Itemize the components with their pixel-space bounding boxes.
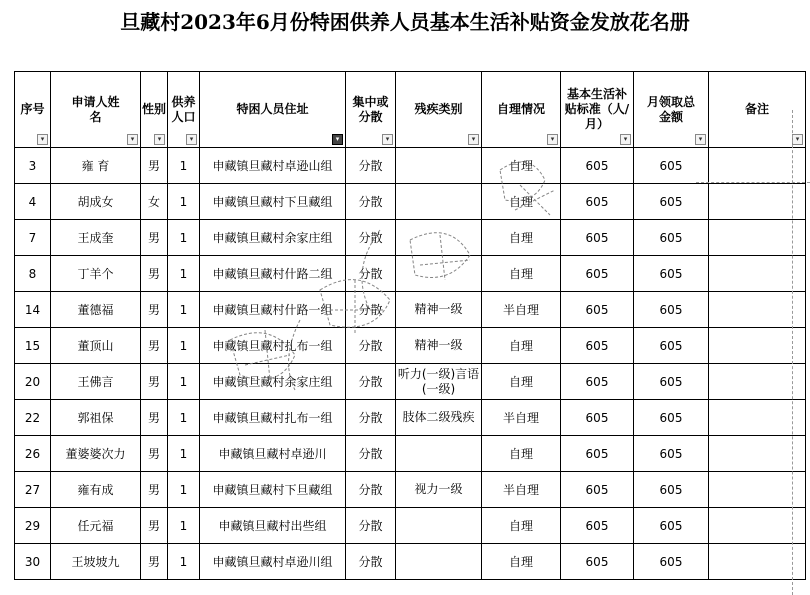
cell-gender[interactable]: 男 xyxy=(141,364,168,400)
cell-seq[interactable]: 29 xyxy=(15,508,51,544)
cell-count[interactable]: 1 xyxy=(168,184,200,220)
cell-selfcare[interactable]: 自理 xyxy=(482,256,561,292)
cell-mode[interactable]: 分散 xyxy=(346,292,396,328)
cell-mode[interactable]: 分散 xyxy=(346,148,396,184)
cell-selfcare[interactable]: 自理 xyxy=(482,184,561,220)
cell-mode[interactable]: 分散 xyxy=(346,256,396,292)
cell-seq[interactable]: 20 xyxy=(15,364,51,400)
cell-standard[interactable]: 605 xyxy=(561,148,634,184)
cell-count[interactable]: 1 xyxy=(168,364,200,400)
cell-count[interactable]: 1 xyxy=(168,436,200,472)
cell-mode[interactable]: 分散 xyxy=(346,472,396,508)
cell-gender[interactable]: 男 xyxy=(141,544,168,580)
cell-name[interactable]: 丁羊个 xyxy=(51,256,141,292)
cell-address[interactable]: 申藏镇旦藏村下旦藏组 xyxy=(200,472,346,508)
cell-address[interactable]: 申藏镇旦藏村余家庄组 xyxy=(200,364,346,400)
table-row xyxy=(15,544,806,580)
cell-address[interactable]: 申藏镇旦藏村下旦藏组 xyxy=(200,184,346,220)
table-row xyxy=(15,508,806,544)
cell-count[interactable]: 1 xyxy=(168,256,200,292)
cell-standard[interactable]: 605 xyxy=(561,364,634,400)
cell-remark[interactable] xyxy=(709,508,806,544)
cell-mode[interactable]: 分散 xyxy=(346,436,396,472)
cell-monthly[interactable]: 605 xyxy=(634,508,709,544)
cell-seq[interactable]: 22 xyxy=(15,400,51,436)
cell-selfcare[interactable]: 自理 xyxy=(482,148,561,184)
cell-monthly[interactable]: 605 xyxy=(634,328,709,364)
cell-disability[interactable]: 听力(一级)言语(一级) xyxy=(396,364,482,400)
header-name: 申请人姓名 ▾ xyxy=(51,72,141,148)
roster-body xyxy=(15,148,806,580)
cell-remark[interactable] xyxy=(709,472,806,508)
cell-monthly[interactable]: 605 xyxy=(634,148,709,184)
cell-seq[interactable]: 4 xyxy=(15,184,51,220)
header-monthly: 月领取总金额 ▾ xyxy=(634,72,709,148)
cell-disability[interactable] xyxy=(396,508,482,544)
cell-gender[interactable]: 男 xyxy=(141,400,168,436)
header-count: 供养人口 ▾ xyxy=(168,72,200,148)
cell-address[interactable]: 申藏镇旦藏村卓逊川 xyxy=(200,436,346,472)
cell-standard[interactable]: 605 xyxy=(561,292,634,328)
cell-monthly[interactable]: 605 xyxy=(634,472,709,508)
cell-gender[interactable]: 女 xyxy=(141,184,168,220)
header-selfcare: 自理情况 ▾ xyxy=(482,72,561,148)
cell-mode[interactable]: 分散 xyxy=(346,400,396,436)
cell-selfcare[interactable]: 自理 xyxy=(482,220,561,256)
cell-disability[interactable]: 视力一级 xyxy=(396,472,482,508)
cell-address[interactable]: 申藏镇旦藏村扎布一组 xyxy=(200,328,346,364)
table-row xyxy=(15,148,806,184)
cell-monthly[interactable]: 605 xyxy=(634,220,709,256)
cell-monthly[interactable]: 605 xyxy=(634,184,709,220)
cell-name[interactable]: 雍有成 xyxy=(51,472,141,508)
cell-monthly[interactable]: 605 xyxy=(634,364,709,400)
cell-disability[interactable] xyxy=(396,220,482,256)
filter-dropdown-icon[interactable]: ▾ xyxy=(620,134,631,145)
cell-count[interactable]: 1 xyxy=(168,472,200,508)
cell-seq[interactable]: 15 xyxy=(15,328,51,364)
cell-gender[interactable]: 男 xyxy=(141,436,168,472)
cell-standard[interactable]: 605 xyxy=(561,544,634,580)
cell-selfcare[interactable]: 自理 xyxy=(482,544,561,580)
cell-mode[interactable]: 分散 xyxy=(346,328,396,364)
cell-selfcare[interactable]: 自理 xyxy=(482,436,561,472)
cell-address[interactable]: 申藏镇旦藏村出些组 xyxy=(200,508,346,544)
cell-mode[interactable]: 分散 xyxy=(346,544,396,580)
cell-disability[interactable] xyxy=(396,544,482,580)
table-row xyxy=(15,472,806,508)
cell-count[interactable]: 1 xyxy=(168,328,200,364)
cell-address[interactable]: 申藏镇旦藏村什路二组 xyxy=(200,256,346,292)
filter-dropdown-icon[interactable]: ▾ xyxy=(547,134,558,145)
filter-dropdown-icon[interactable]: ▾ xyxy=(792,134,803,145)
page-break-line xyxy=(792,110,793,595)
cell-address[interactable]: 申藏镇旦藏村余家庄组 xyxy=(200,220,346,256)
table-row xyxy=(15,436,806,472)
cell-remark[interactable] xyxy=(709,544,806,580)
cell-mode[interactable]: 分散 xyxy=(346,184,396,220)
cell-disability[interactable]: 精神一级 xyxy=(396,292,482,328)
header-disability: 残疾类别 ▾ xyxy=(396,72,482,148)
cell-disability[interactable]: 精神一级 xyxy=(396,328,482,364)
table-row xyxy=(15,400,806,436)
cell-selfcare[interactable]: 半自理 xyxy=(482,400,561,436)
cell-standard[interactable]: 605 xyxy=(561,184,634,220)
cell-name[interactable]: 胡成女 xyxy=(51,184,141,220)
filter-dropdown-icon[interactable]: ▾ xyxy=(186,134,197,145)
cell-selfcare[interactable]: 半自理 xyxy=(482,292,561,328)
cell-seq[interactable]: 3 xyxy=(15,148,51,184)
cell-monthly[interactable]: 605 xyxy=(634,256,709,292)
cell-address[interactable]: 申藏镇旦藏村什路一组 xyxy=(200,292,346,328)
header-address: 特困人员住址 ▾ xyxy=(200,72,346,148)
cell-monthly[interactable]: 605 xyxy=(634,292,709,328)
table-row xyxy=(15,256,806,292)
cell-monthly[interactable]: 605 xyxy=(634,400,709,436)
cell-gender[interactable]: 男 xyxy=(141,472,168,508)
cell-selfcare[interactable]: 自理 xyxy=(482,364,561,400)
table-row xyxy=(15,184,806,220)
cell-name[interactable]: 董德福 xyxy=(51,292,141,328)
cell-selfcare[interactable]: 自理 xyxy=(482,508,561,544)
cell-standard[interactable]: 605 xyxy=(561,256,634,292)
cell-remark[interactable] xyxy=(709,148,806,184)
filter-dropdown-icon[interactable]: ▾ xyxy=(695,134,706,145)
cell-address[interactable]: 申藏镇旦藏村扎布一组 xyxy=(200,400,346,436)
cell-monthly[interactable]: 605 xyxy=(634,544,709,580)
roster-table xyxy=(14,71,806,580)
cell-disability[interactable] xyxy=(396,436,482,472)
cell-gender[interactable]: 男 xyxy=(141,328,168,364)
cell-name[interactable]: 雍 育 xyxy=(51,148,141,184)
cell-seq[interactable]: 30 xyxy=(15,544,51,580)
cell-remark[interactable] xyxy=(709,292,806,328)
cell-mode[interactable]: 分散 xyxy=(346,508,396,544)
filter-dropdown-icon[interactable]: ▾ xyxy=(468,134,479,145)
table-row xyxy=(15,292,806,328)
cell-remark[interactable] xyxy=(709,364,806,400)
cell-standard[interactable]: 605 xyxy=(561,472,634,508)
cell-gender[interactable]: 男 xyxy=(141,148,168,184)
table-row xyxy=(15,364,806,400)
cell-seq[interactable]: 7 xyxy=(15,220,51,256)
cell-standard[interactable]: 605 xyxy=(561,400,634,436)
filter-dropdown-icon[interactable]: ▾ xyxy=(37,134,48,145)
cell-disability[interactable]: 肢体二级残疾 xyxy=(396,400,482,436)
header-mode: 集中或分散 ▾ xyxy=(346,72,396,148)
cell-name[interactable]: 王坡坡九 xyxy=(51,544,141,580)
cell-count[interactable]: 1 xyxy=(168,220,200,256)
cell-seq[interactable]: 8 xyxy=(15,256,51,292)
cell-gender[interactable]: 男 xyxy=(141,256,168,292)
cell-standard[interactable]: 605 xyxy=(561,328,634,364)
cell-count[interactable]: 1 xyxy=(168,148,200,184)
filter-dropdown-icon[interactable]: ▾ xyxy=(127,134,138,145)
cell-count[interactable]: 1 xyxy=(168,508,200,544)
header-remark: 备注 ▾ xyxy=(709,72,806,148)
header-gender: 性别 ▾ xyxy=(141,72,168,148)
cell-gender[interactable]: 男 xyxy=(141,508,168,544)
cell-remark[interactable] xyxy=(709,256,806,292)
cell-remark[interactable] xyxy=(709,220,806,256)
cell-selfcare[interactable]: 半自理 xyxy=(482,472,561,508)
cell-seq[interactable]: 27 xyxy=(15,472,51,508)
cell-name[interactable]: 王成奎 xyxy=(51,220,141,256)
cell-name[interactable]: 董顶山 xyxy=(51,328,141,364)
cell-remark[interactable] xyxy=(709,400,806,436)
table-row xyxy=(15,220,806,256)
cell-disability[interactable] xyxy=(396,256,482,292)
filter-dropdown-icon[interactable]: ▾ xyxy=(154,134,165,145)
cell-seq[interactable]: 26 xyxy=(15,436,51,472)
cell-remark[interactable] xyxy=(709,436,806,472)
page-title: 旦藏村2023年6月份特困供养人员基本生活补贴资金发放花名册 xyxy=(120,10,690,34)
table-row xyxy=(15,328,806,364)
header-row xyxy=(15,72,806,148)
cell-seq[interactable]: 14 xyxy=(15,292,51,328)
filter-dropdown-icon[interactable]: ▾ xyxy=(382,134,393,145)
cell-standard[interactable]: 605 xyxy=(561,508,634,544)
cell-name[interactable]: 王佛言 xyxy=(51,364,141,400)
cell-count[interactable]: 1 xyxy=(168,544,200,580)
cell-standard[interactable]: 605 xyxy=(561,436,634,472)
cell-remark[interactable] xyxy=(709,328,806,364)
cell-address[interactable]: 申藏镇旦藏村卓逊川组 xyxy=(200,544,346,580)
cell-count[interactable]: 1 xyxy=(168,292,200,328)
cell-name[interactable]: 任元福 xyxy=(51,508,141,544)
cell-remark[interactable] xyxy=(709,184,806,220)
header-standard: 基本生活补贴标准（人/月） ▾ xyxy=(561,72,634,148)
cell-gender[interactable]: 男 xyxy=(141,292,168,328)
cell-selfcare[interactable]: 自理 xyxy=(482,328,561,364)
cell-standard[interactable]: 605 xyxy=(561,220,634,256)
cell-name[interactable]: 董婆婆次力 xyxy=(51,436,141,472)
cell-address[interactable]: 申藏镇旦藏村卓逊山组 xyxy=(200,148,346,184)
filter-dropdown-icon[interactable]: ▾ xyxy=(332,134,343,145)
cell-name[interactable]: 郭祖保 xyxy=(51,400,141,436)
cell-mode[interactable]: 分散 xyxy=(346,220,396,256)
cell-disability[interactable] xyxy=(396,184,482,220)
cell-gender[interactable]: 男 xyxy=(141,220,168,256)
cell-disability[interactable] xyxy=(396,148,482,184)
cell-count[interactable]: 1 xyxy=(168,400,200,436)
cell-monthly[interactable]: 605 xyxy=(634,436,709,472)
header-seq: 序号 ▾ xyxy=(15,72,51,148)
cell-mode[interactable]: 分散 xyxy=(346,364,396,400)
